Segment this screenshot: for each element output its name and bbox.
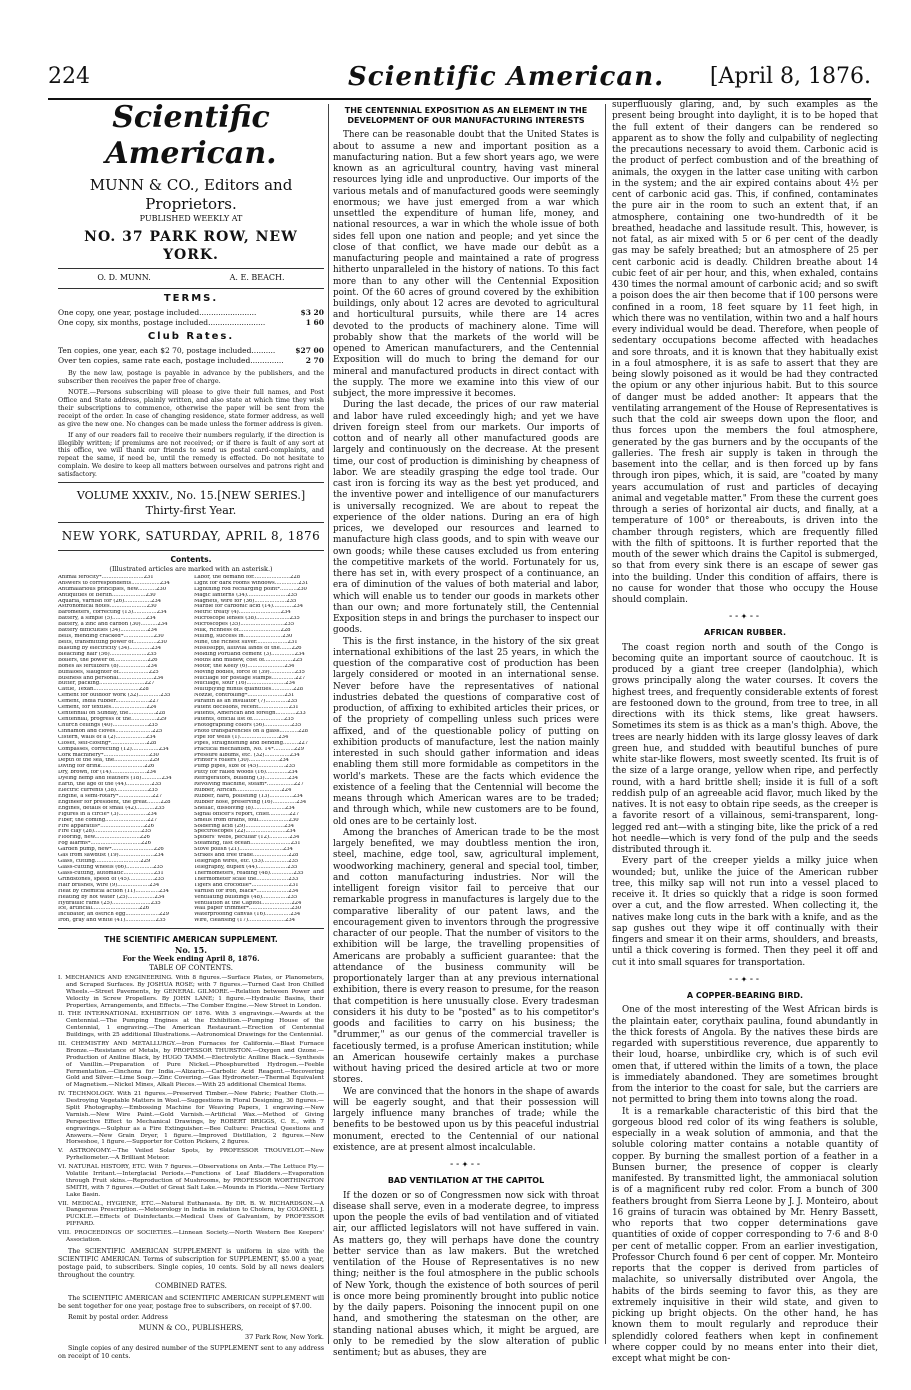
contents-entry: Telegraphy, duplex (44)..................235 (194, 865, 298, 871)
contents-entry: Labor, the demand for......................228 (194, 574, 301, 580)
rate-price: 2 70 (305, 356, 324, 366)
contents-entry: Centennial, progress of the...............229 (58, 716, 167, 722)
divider (58, 482, 324, 483)
contents-entry: Antiquities of Berlin....................230 (58, 592, 156, 598)
contents-entry: Thermometer scale the...................233 (194, 876, 299, 882)
paragraph: This is the first instance, in the history of the six great international exhibitions of the last 25 years, in which the question of the comparative cost of production has been largely considered or mooted in an international sense. Never before have the representatives of national industries debated the questions of comparative cost of production, of affixing to exhibited articles their prices, or of the propriety of compelling unless such prices were affixed, and of the questionable policy of putting on exhibition products of manufacture, lest the nation mainly interested in such should gather information and ideas enabling them still more formidable as competitors in the world's markets. These are the facts which evidence the existence of a feeling that the Centennial will become the means through which American wares are to be traded; and through which, while new customers are to be found, old ones are to be certainly lost. (333, 636, 599, 827)
running-title: Scientific American. (348, 62, 665, 92)
contents-entry: Depth of the sea, the.....................229 (58, 758, 160, 764)
contents-entry: Multiplying minus quantities.............228 (194, 687, 304, 693)
supplement-item: V. ASTRONOMY.—The Veiled Solar Spots, by PROFESSOR TROUVELOT.—New Pyrheliometer.—A Brilliant Meteor. (58, 1148, 324, 1162)
rate-label: Over ten copies, same rate each, postage included.............. (58, 356, 284, 366)
divider (58, 522, 324, 523)
editor-munn: O. D. MUNN. (97, 273, 151, 283)
contents-entry: Tigers and crocodile*......................231 (194, 882, 299, 888)
paragraph: Every part of the creeper yields a milky juice when wounded; but, unlike the juice of the American rubber tree, this milky sap will not run into a vessel placed to receive it. It dries so quickly that a ridge is soon formed over a cut, and the flow arrested. When collecting it, the natives make long cuts in the bark with a knife, and as the sap gushes out they wipe it off continually with their fingers and smear it on their arms, shoulders, and breasts, until a thick covering is formed. Then they peel it off and cut it into small squares for transportation. (612, 856, 878, 968)
rate-price: $27 00 (295, 346, 324, 356)
contents-entry: Iron, gray and white (41)..................235 (58, 918, 166, 924)
rate-row (58, 318, 324, 328)
contents-entry: Practical mechanism, No. 14*............229 (194, 746, 304, 752)
contents-entry: Barometers, correcting (13)..............234 (58, 610, 167, 616)
contents-entry: Paraffin as an insulator (7).............235 (194, 699, 298, 705)
divider (58, 550, 324, 551)
club-rates-title: Club Rates. (147, 330, 235, 342)
contents-entry: Bleaching hair (56)......................235 (58, 651, 157, 657)
contents-entry: Milk, richness of.........................228 (194, 628, 291, 634)
contents-entry: Business and personal.....................234 (58, 675, 164, 681)
contents-entry: Electric currents (38)...................235 (58, 788, 158, 794)
contents-entry: Cinnamon and cloves......................225 (58, 728, 163, 734)
paragraph: superfluously glaring, and, by such examples as the present being brought into daylight, it is to be hoped that the full extent of their dangers can be rendered so apparent as to show the folly and culpability of neglecting the precautions necessary to avoid them. Carbonic acid is the product of perfect combustion and of the breathing of animals, the oxygen in the latter case uniting with carbon in the system; and the air expired contains about 4½ per cent of carbonic acid gas. This, if confined, contaminates the pure air in the room to such an extent that, if an atmosphere, containing one two-hundredth of it be breathed, headache and lassitude result. This, however, is not fatal, as air mixed with 5 or 6 per cent of the deadly gas may be safely breathed; but an atmosphere of 25 per cent carbonic acid is deadly. Children breathe about 14 cubic feet of air per hour, and this, when exhaled, contains 430 times the normal amount of carbonic acid; and so swift a poison does the air then become that if 100 persons were confined in a room, 18 feet square by 11 feet high, in which there was no ventilation, within two and a half hours every individual would be dead. Therefore, when people of sedentary occupations become affected with headaches and sore throats, and it is known that they habitually exist in a foul atmosphere, it is as safe to assert that they are being slowly poisoned as it would be had they contracted the opium or any other injurious habit. But to this source of danger must be added another: It appears that the ventilating arrangement of the House of Representatives is such that the cold air sweeps down upon the floor, and thus forces upon the members the foul atmosphere, generated by the gas burners and by the occupants of the galleries. The fresh air supply is taken in through the basement into the cellar, and is then forced up by fans through iron pipes, which, it is said, are "coated by many years accumulation of rust and particles of decaying animal and vegetable matter." From these the current goes through a series of horizontal air ducts, and finally, at a temperature of 100° or thereabouts, is driven into the chamber through registers, which are frequently filled with the filth of spittoons. It is further reported that the mouth of the sewer which drains the Capitol is submerged, so that from every sink there is an escape of sewer gas into the building. Under this condition of affairs, there is no cause for wonder that those who occupy the House should complain. (612, 100, 878, 605)
supplement-toc-title: TABLE OF CONTENTS. (149, 964, 233, 973)
article-body-ventilation-start (333, 1191, 599, 1360)
contents-entry: Battery, a simple (5)....................234 (58, 616, 156, 622)
subscriber-note: NOTE.—Persons subscribing will please to give their full names, and Post Office and State address, plainly written, and also state at which time they wish their subscriptions to commence, otherwise the paper will be sent from the receipt of the order. In case of changing residence, state former address, as well as give the new one. No changes can be made unless the former address is given. (58, 387, 324, 428)
contents-entry: Figures in a circle* (3).................234 (58, 811, 158, 817)
contents-entry: Shellac, dissolving (8)...................234 (194, 805, 295, 811)
paragraph: One of the most interesting of the West African birds is the plaintain eater, corythaix paulina, found abundantly in the thick forests of Angola. By the natives these birds are regarded with superstitious reverence, due apparently to their loud, hoarse, unbirdlike cry, which is of such evil omen that, if uttered within the limits of a town, the place is immediately abandoned. They are sometimes brought from the interior to the coast for sale, but the carriers are not permitted to bring them into towns along the road. (612, 1005, 878, 1106)
single-copies-note: Single copies of any desired number of the SUPPLEMENT sent to any address on receipt of 10 cents. (58, 1344, 324, 1361)
contents-entry: Battery difficulties (34)................234 (58, 628, 158, 634)
contents-entry: Milling, success in.......................230 (194, 634, 293, 640)
contents-entry: Antimalarious principles, new...........230 (58, 586, 167, 592)
contents-entry: Patent decisions, recent..................231 (194, 705, 299, 711)
rate-row (58, 356, 324, 366)
contents-entry: Hair brushes, wire (9)...................234 (58, 882, 160, 888)
contents-entry: Patents, American and foreign............233 (194, 711, 306, 717)
complaint-note: If any of our readers fail to receive their numbers regularly, if the direction is illegibly written; if premiums are not received; or if there is fault of any sort at this office, we will thank our friends to send us postal card-complaints, and repeat the same, if need be, until the remedy is effected. Do not hesitate to complain. We desire to keep all matters between ourselves and patrons right and satisfactory. (58, 430, 324, 479)
contents-entry: Flooring, new...........................226 (58, 835, 150, 841)
contents-entry: Glass, cutting...........................229 (58, 859, 151, 865)
issue-date: [April 8, 1876. (709, 64, 871, 89)
contents-entry: Revolving machine, steam*................227 (194, 782, 304, 788)
contents-entry: Dry, brown, for (14).....................234 (58, 770, 157, 776)
contents-entry: Pipe for wells (1).......................234 (194, 734, 289, 740)
paragraph: There can be reasonable doubt that the United States is about to assume a new and important position as a manufacturing nation. But a few short years ago, we were known as an agricultural country, having vast mineral resources lying idle and unproductive. Our imports of the various metals and of manufactured goods were seemingly enormous; we have just emerged from a war which unsettled the expenditure of human life, money, and national resources, a war in which the whole issue of both sides fell upon one nation and people; and yet since the close of that conflict, we have made our debût as a manufacturing people and maintained a rate of progress hitherto unparalleled in the history of nations. To this fact more than to any other will the Centennial Exposition point. Of the 60 acres of ground covered by the exhibition buildings, only about 12 acres are devoted to agricultural and horticultural pursuits, while there are 14 acres devoted to the products of machinery alone. Time will probably show that the markets of the world will be opened to American manufacturers, and the Centennial Exposition will do much to bring the demand for our mineral and manufactured products in direct contact with the supply. The more we examine into this view of our subject, the more impressive it becomes. (333, 130, 599, 400)
contents-entry: Hydraulic rams (25).......................235 (58, 900, 161, 906)
rate-label: One copy, one year, postage included........................ (58, 308, 257, 318)
supplement-items (58, 975, 324, 1244)
contents-entry: Pressure albums, etc. (32)...............234 (194, 752, 300, 758)
contents-entry: Garden pump, new*.........................226 (58, 847, 164, 853)
contents-entry: Answers to correspondents.................234 (58, 580, 170, 586)
publisher-name: MUNN & CO., PUBLISHERS, (138, 1323, 244, 1332)
contents-entry: Compasses, correcting (12)................234 (58, 746, 169, 752)
masthead-publishers: MUNN & CO., Editors and Proprietors. (89, 176, 293, 214)
contents-entry: Earth, the age of the (44)...............235 (58, 782, 162, 788)
contents-entry: Engines, details of small (42)...........235 (58, 805, 165, 811)
contents-entry: Thermometers, reading (48)..............235 (194, 870, 304, 876)
page-header (48, 64, 871, 98)
contents-entry: Cistern, walls of a (2)..................234 (58, 734, 156, 740)
contents-entry: Magnets, wire for (36)...................235 (194, 598, 297, 604)
rate-label: One copy, six months, postage included........................ (58, 318, 266, 328)
contents-entry: Fire clay (28)............................235 (58, 829, 152, 835)
contents-entry: Blasting by electricity (34).............234 (58, 645, 162, 651)
contents-entry: Steaming, fast ocean........................231 (194, 841, 301, 847)
contents-entry: Nozzle, controlling*......................231 (194, 693, 295, 699)
contents-entry: Cement, India rubber....................227 (58, 699, 159, 705)
contents-entry: Microscopes (35)..........................235 (194, 622, 295, 628)
supplement-item: VII. MEDICAL, HYGIENE, ETC.—Natural Euthanasia. By DR. B. W. RICHARDSON.—A Dangerous Prescription.—Meteorology in India in relation to Cholera, by COLONEL J. PUCKLE.—Effects of Disinfectants.—Medical Uses of Galvanism, by PROFESSOR PIFFARD. (58, 1200, 324, 1228)
masthead-weekly: PUBLISHED WEEKLY AT (139, 214, 243, 224)
contents-entry: Incubator, an ostrich egg....................229 (58, 912, 170, 918)
contents-entry: Fire apparatus*..........................226 (58, 823, 155, 829)
contents-entry: Diving for drink..........................226 (58, 764, 155, 770)
contents-entry: Mucilage, sour (16).......................234 (194, 681, 296, 687)
section-ornament: ⁃⁃✦⁃⁃ (728, 974, 762, 984)
divider (58, 288, 324, 289)
contents-entry: Rubber hose, preserving (16)..............234 (194, 799, 307, 805)
contents-entry: Centennial on Sunday, the................228 (58, 711, 166, 717)
supplement-item: VIII. PROCEEDINGS OF SOCIETIES.—Linnean Society.—North Western Bee Keepers' Association. (58, 1230, 324, 1244)
contents-entry: Moving bodies, force of (39)...............235 (194, 669, 305, 675)
contents-entry: Strikes and free trade.....................228 (194, 853, 299, 859)
contents-entry: Ventilation at the Capitol..................224 (194, 900, 302, 906)
contents-entry: Putty for railed woods (16).............234 (194, 770, 298, 776)
rate-row (58, 308, 324, 318)
rate-price: 1 60 (305, 318, 324, 328)
supplement-item: III. CHEMISTRY AND METALLURGY.—Iron Furnaces for California.—Blast Furnace Bronze.—Resistance of Metals, by PROFESSOR THURSTON.—Oxygen and Ozone.—Production of Aniline Black, by HUGO TAMM.—Electrolytic Aniline Black.—Synthesis of Vanillin.—Preparation of Pure Nickel.—Phosphuretted Hydrogen.—Feeble Fermentation.—Cinchona for India.—Alizarin.—Carbolic Acid Reagent.—Recovering Gold and Silver.—Lime Soap.—Zinc Covering.—Gas Hydrometer.—Thermal Equivalent of Magnetism.—Nickel Mines, Alkali Pieces.—With 25 additional Chemical Items. (58, 1040, 324, 1089)
supplement-item: VI. NATURAL HISTORY, ETC. With 7 figures.—Observations on Ants.—The Lettuce Fly.—Volatile Irritant.—Interglacial Periods.—Functions of Leaf Bladders.—Evaporation through Fruit skins.—Reproduction of Mushrooms, by PROFESSOR WORTHINGTON SMITH, with 7 figures.—Outlet of Great Salt Lake.—Mounds in Florida.—New Tertiary Lake Basin. (58, 1164, 324, 1198)
contents-entry: Church ceilings (40).....................235 (58, 722, 158, 728)
divider (58, 928, 324, 929)
contents-entry: Bones as fertilizers (8).................234 (58, 663, 158, 669)
combined-rates-note: The SCIENTIFIC AMERICAN and SCIENTIFIC AMERICAN SUPPLEMENT will be sent together for one year, postage free to subscribers, on receipt of $7.00. (58, 1293, 324, 1310)
contents-entry: Waterproofing canvas (16)...............234 (194, 912, 301, 918)
contents-entry: Telegraph wires, etc. (53)...............235 (194, 859, 299, 865)
contents-entry: Rubber, African...........................224 (194, 788, 292, 794)
contents-right-col (194, 575, 324, 924)
article-title-rubber: AFRICAN RUBBER. (704, 628, 786, 638)
contents-entry: Smells from drains, foul..................230 (194, 817, 299, 823)
section-ornament: ⁃⁃✦⁃⁃ (728, 612, 762, 622)
publisher-address: 37 Park Row, New York. (244, 1332, 324, 1341)
column-left (58, 100, 324, 1363)
contents-entry: Refrigerators, building (3)..............234 (194, 776, 299, 782)
contents-subtitle: (Illustrated articles are marked with an asterisk.) (109, 564, 273, 573)
editor-beach: A. E. BEACH. (229, 273, 285, 283)
supplement-item: I. MECHANICS AND ENGINEERING. With 8 figures.—Surface Plates, or Planometers, and Scraped Surfaces. By JOSHUA ROSE; with 7 figures.—Turned Cast Iron Chilled Wheels.—Street Pavements, by GENERAL GILMORE.—Relation between Power and Velocity in Screw Propellers. By JOHN LANE; 1 figure.—Hydraulic Basins, their Properties, Arrangements, and Effects.—The Comber Engine.—New Street in London. (58, 974, 324, 1009)
contents-entry: Mine, the richest silver...................231 (194, 639, 298, 645)
contents-entry: Ice, artificial............................226 (58, 906, 150, 912)
masthead-title: Scientific American. (105, 100, 277, 171)
contents-entry: Cattle, Texan...........................228 (58, 687, 149, 693)
contents-entry: Astronomical notes......................230 (58, 604, 157, 610)
page-number: 224 (48, 64, 90, 89)
paragraph: We are convinced that the honors in the shape of awards will be eagerly sought, and that their possession will largely influence many branches of trade; while the benefits to be bestowed upon us by this peaceful industrial monument, erected to the Centennial of our national existence, are at present almost incalculable. (333, 1086, 599, 1153)
paragraph: If the dozen or so of Congressmen now sick with throat disease shall serve, even in a moderate degree, to impress upon the people the evils of bad ventilation and of vitiated air, our afflicted legislators will not have suffered in vain. As matters go, they will perhaps have done the country better service than as law makers. But the wretched ventilation of the House of Representatives is no new thing; neither is the foul atmosphere in the public schools of New York, though the existence of both sources of peril is once more being prominently brought into public notice by the daily papers. Poisoning the innocent pupil on one hand, and smothering the statesman on the other, are standing national abuses which, it might be argued, are only to be remedied by the slow alteration of public sentiment; but as abuses, they are (333, 1190, 599, 1359)
contents-entry: Metric treaty (4).........................234 (194, 610, 291, 616)
contents-left-col (58, 575, 188, 924)
contents-entry: Gas from sawdust (19).....................234 (58, 853, 164, 859)
terms-title: TERMS. (163, 292, 219, 304)
contents-entry: Wire, cleansing (17)......................234 (194, 918, 296, 924)
contents-entry: Magic lanterns (34)........................235 (194, 592, 298, 598)
remit-note: Remit by postal order. Address (68, 1312, 168, 1321)
contents-entry: Grindstones, speed of (45)...............235 (58, 876, 165, 882)
paragraph: During the last decade, the prices of our raw material and labor have ruled exceedingly high; and yet we have driven foreign steel from our markets. Our imports of cotton and of nearly all other manufactured goods are largely and continuously on the decrease. At the present time, our cost of production is diminishing by cheapness of labor. We are steadily grasping the edge tool trade. Our cast iron is forcing its way as the best yet produced, and the inventive power and intelligence of our manufacturers is universally recognized. We are about to repeat the experience of the older nations. During an era of high prices, we developed our resources and learned to manufacture high class goods, and to spin with weave our own goods; while these causes excluded us from entering the competitive markets of the world. Fortunately for us, there has set in, with every prospect of a continuance, an era of diminution of the values of both material and labor, which will enable us to tender our goods in markets other than our own; and more fortunately still, the Centennial Exposition steps in and brings the purchaser to inspect our goods. (333, 400, 599, 636)
contents-entry: Cement, for textiles.....................224 (58, 705, 157, 711)
rate-label: Ten copies, one year, each $2 70, postage included.......... (58, 346, 276, 356)
contents-entry: Spiders' webs, peculiar (12)............234 (194, 835, 300, 841)
column-right (612, 100, 878, 1365)
contents-entry: Glass-cutting, automatic..................231 (58, 870, 164, 876)
contents-entry: Dyeing hemp and feathers (18)............234 (58, 776, 172, 782)
combined-rates-title: COMBINED RATES. (155, 1281, 227, 1290)
contents-entry: Soldering acid (29).......................234 (194, 823, 295, 829)
contents-entry: Fiber, the coming.........................227 (58, 817, 158, 823)
contents-entry: Marble for carbonic acid (14)............234 (194, 604, 304, 610)
contents-entry: Lightning rod recharging point*..........230 (194, 586, 307, 592)
section-ornament: ⁃⁃✦⁃⁃ (449, 1160, 483, 1170)
contents-entry: Pipes, straightening and bending.........227 (194, 740, 309, 746)
contents-entry: Spectroscopes (22)........................234 (194, 829, 296, 835)
postage-note: By the new law, postage is payable in advance by the publishers, and the subscriber then receives the paper free of charge. (58, 368, 324, 385)
contents-entry: Butter, packing...........................227 (58, 681, 155, 687)
paragraph: The coast region north and south of the Congo is becoming quite an important source of caoutchouc. It is produced by a giant tree creeper (landolphia), which grows principally along the water courses. It covers the highest trees, and frequently considerable extents of forest are festooned down to the ground, from tree to tree, in all directions with its thick stems, like great hawsers. Sometimes its stem is as thick as a man's thigh. Above, the trees are nearly hidden with its large glossy leaves of dark green hue, and studded with beautiful bunches of pure white star-like flowers, most sweetly scented. Its fruit is of the size of a large orange, yellow when ripe, and perfectly round, with a hard brittle shell; inside it is full of a soft reddish pulp of an agreeable acid flavor, much liked by the natives. It is not easy to obtain ripe seeds, as the creeper is a favorite resort of a villainous, semi-transparent, long-legged red ant—with a stinging bite, like the prick of a red hot needle—which is very fond of the pulp and the seeds distributed through it. (612, 642, 878, 856)
paragraph: Among the branches of American trade to be the most largely benefited, we may doubtless mention the iron, steel, machine, edge tool, saw, agricultural implement, woodworking machinery, general and special tool, timber, and cotton manufacturing industries. Nor will the intelligent foreign visitor fail to perceive that our remarkable progress in manufactures is largely due to the comparative liberality of our patent laws, and the encouragement given to inventors through the progressive character of our people. That the number of visitors to the exhibition will be large, the travelling propensities of Americans are probably a sufficient guarantee: that the attendance of the business community will be proportionately larger than at any previous international exhibition, there is every reason to presume, for the reason that competition is here unusually close. Every tradesman considers it his duty to be "posted" as to his competitor's goods and facilities to carry on his business; the "drummer," as our genus of the commercial traveller is facetiously termed, is a profuse American institution; while an American housewife certainly makes a purchase without having priced the desired article at two or more stores. (333, 827, 599, 1086)
contents-entry: Mississippi, alluvial lands of the.......226 (194, 645, 302, 651)
contents-entry: Cork machinery*...........................230 (58, 752, 159, 758)
contents-title: Contents. (170, 554, 212, 564)
contents-index (58, 575, 324, 924)
divider (58, 268, 324, 269)
contents-entry: Engine, a semi-rotary*....................227 (58, 793, 163, 799)
contents-entry: Signal officer's report, chief............227 (194, 811, 300, 817)
contents-entry: Aquaria, varnish for (26)................234 (58, 598, 162, 604)
supplement-terms: The SCIENTIFIC AMERICAN SUPPLEMENT is uniform in size with the SCIENTIFIC AMERICAN. Terms of subscription for SUPPLEMENT, $5.00 a year, postage paid, to subscribers. Single copies, 10 cents. Sold by all news dealers throughout the country. (58, 1246, 324, 1279)
column-divider (605, 104, 606, 1344)
contents-entry: Varnish for iron, black*...................234 (194, 888, 299, 894)
column-divider (328, 104, 329, 1344)
contents-entry: Photographing colors (56)................235 (194, 722, 302, 728)
article-title-bird: A COPPER-BEARING BIRD. (686, 991, 804, 1001)
supplement-number: No. 15. (175, 944, 207, 955)
contents-entry: Belts, transmitting power of..............230 (58, 639, 167, 645)
article-body-centennial (333, 130, 599, 1154)
article-body-rubber (612, 643, 878, 969)
article-title-centennial: THE CENTENNIAL EXPOSITION AS AN ELEMENT IN THE DEVELOPMENT OF OUR MANUFACTURING INTERESTS (344, 106, 588, 126)
supplement-week: For the Week ending April 8, 1876. (122, 954, 260, 964)
contents-entry: Photo transparencies on a glass...........228 (194, 728, 309, 734)
dateline: NEW YORK, SATURDAY, APRIL 8, 1876 (61, 528, 321, 543)
supplement-item: IV. TECHNOLOGY. With 21 figures.—Preserved Timber.—New Fabric; Feather Cloth.—Destroying Vegetable Matters in Wool.—Suggestions in Floral Designing, 30 figures.—Split Photography.—Embossing Machine for Weaving Papers, 1 engraving.—New Varnish.—New Wire Paint.—Gold Varnish.—Artificial Wax.—Method of Giving Perspective Effect to Mechanical Drawings, by ROBERT BRIGGS, C. E., with 7 engravings.—Sulphur as a Fire Extinguisher.—Bee Culture: Practical Questions and Answers.—New Grain Dryer, 1 figure.—Improved Distillation, 2 figures.—New Horseshoe, 1 figure.—Supporter for Cotton Pickers, 2 figures. (58, 1091, 324, 1146)
article-title-ventilation: BAD VENTILATION AT THE CAPITOL (387, 1176, 545, 1186)
contents-entry: Heat by chemical action (11)..............234 (58, 888, 169, 894)
contents-entry: Mucilage for postage stamps..............227 (194, 675, 306, 681)
article-body-bird (612, 1005, 878, 1365)
contents-entry: Engineer for president, the great........228 (58, 799, 171, 805)
contents-entry: Cement for outdoor work (32).............235 (58, 693, 171, 699)
contents-entry: Rubber, hard, polishing (13)..............234 (194, 793, 304, 799)
contents-entry: Light for dark rooms windows..............231 (194, 580, 309, 586)
contents-entry: Stove polish (21)..........................234 (194, 847, 294, 853)
contents-entry: Wall paper trimmer*.........................230 (194, 906, 302, 912)
supplement-title: THE SCIENTIFIC AMERICAN SUPPLEMENT. (104, 935, 278, 945)
editors (58, 273, 324, 283)
contents-entry: Patents, official list of...................235 (194, 716, 294, 722)
contents-entry: Ventilating buildings (48)...............235 (194, 894, 298, 900)
contents-entry: Boilers, the power of....................226 (58, 657, 158, 663)
contents-entry: Heating by hot water (25)................234 (58, 894, 165, 900)
contents-entry: Battery, a zinc and carbon (30)..........234 (58, 622, 168, 628)
paragraph: It is a remarkable characteristic of this bird that the gorgeous blood red color of its wing feathers is soluble, especially in a weak solution of ammonia, and that the soluble coloring matter contains a notable quantity of copper. By burning the smallest portion of a feather in a Bunsen burner, the presence of copper is clearly manifested. By transmitted light, the ammoniacal solution is of a magnificent ruby red color. From a bunch of 300 feathers brought from Sierra Leone by J. J. Monteiro, about 16 grains of turacin was obtained by Mr. Henry Bassett, who reports that two copper determinations gave quantities of oxide of copper corresponding to 7·6 and 8·0 per cent of metallic copper. From an earlier investigation, Professor Church found 6 per cent of copper. Mr. Monteiro reports that the copper is derived from particles of malachite, so universally distributed over Angola, the habits of the birds seeming to favor this, as they are extremely inquisitive in their wild state, and given to picking up bright objects. On the other hand, he has known them to moult regularly and reproduce their splendidly colored feathers when kept in confinement where copper could by no means enter into their diet, except what might be con- (612, 1106, 878, 1365)
contents-entry: Microscope lenses (38)....................235 (194, 616, 300, 622)
supplement-item: II. THE INTERNATIONAL EXHIBITION OF 1876. With 3 engravings.—Awards at the Centennial.—The Pumping Engines at the Exhibition.—Pumping House of the Centennial, 1 engraving.—The American Restaurant.—Erection of Centennial Buildings, with 25 additional Illustrations.—Astronomical Drawings for the Centennial. (58, 1011, 324, 1039)
volume-line: VOLUME XXXIV., No. 15.[NEW SERIES.] Thirty-first Year. (76, 489, 306, 517)
masthead-address: NO. 37 PARK ROW, NEW YORK. (84, 228, 298, 263)
contents-entry: Moths and mildew, cost of.................225 (194, 657, 303, 663)
contents-entry: Molding Portland cement (3)..............234 (194, 651, 305, 657)
contents-entry: Buffaloes, slaughter of..................225 (58, 669, 159, 675)
contents-entry: Closet, self-closing*.....................228 (58, 740, 157, 746)
contents-entry: Glass-cutting wheels (66)................235 (58, 865, 164, 871)
rate-price: $3 20 (300, 308, 324, 318)
rate-row (58, 346, 324, 356)
contents-entry: Fog alarms*..............................226 (58, 841, 151, 847)
contents-entry: Bells, mending cracked*..................230 (58, 634, 164, 640)
contents-entry: Pump pipes, size of (45)................235 (194, 764, 296, 770)
contents-entry: Animal ferocity*.........................231 (58, 574, 154, 580)
article-body-ventilation-cont (612, 100, 878, 606)
contents-entry: Printer's rollers (30)..................234 (194, 758, 290, 764)
column-middle (333, 100, 599, 1359)
contents-entry: Motor, the Keely (6)......................234 (194, 663, 295, 669)
